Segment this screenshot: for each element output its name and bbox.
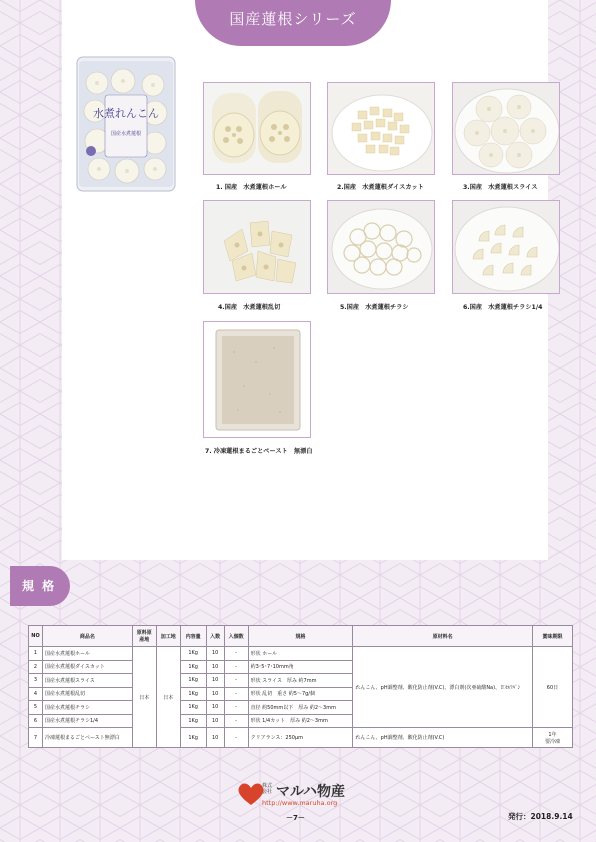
row-pcs: - [224, 701, 248, 715]
row-no: 6 [29, 714, 43, 728]
row-units: 10 [206, 647, 224, 661]
row-units: 10 [206, 714, 224, 728]
header-spec: 規格 [248, 626, 353, 647]
row-name: 国産水煮蓮根チラシ1/4 [42, 714, 132, 728]
caption-4: 4.国産 水煮蓮根乱切 [218, 304, 281, 311]
header-ingredients: 原材料名 [353, 626, 533, 647]
caption-2: 2.国産 水煮蓮根ダイスカット [337, 184, 424, 191]
header-no: NO [29, 626, 43, 647]
photo-dice [327, 82, 435, 175]
photo-rangiri [203, 200, 311, 294]
row-units: 10 [206, 660, 224, 674]
row-units: 10 [206, 701, 224, 715]
row-ingredients: れんこん、pH調整剤、酸化防止剤(V.C)、漂白剤(次亜硫酸Na)、Ｅｾﾙﾗﾊﾞﾝ [353, 647, 533, 728]
row-no: 1 [29, 647, 43, 661]
row-spec: 形状 ホール [248, 647, 353, 661]
photo-chirashi [327, 200, 435, 294]
row-qty: 1Kg [180, 728, 206, 748]
series-title: 国産蓮根シリーズ [229, 10, 357, 28]
photo-chirashi-quarter [452, 200, 560, 294]
spec-section-badge [10, 566, 70, 606]
row-pcs: - [224, 674, 248, 688]
row-units: 10 [206, 687, 224, 701]
row-qty: 1Kg [180, 687, 206, 701]
caption-6: 6.国産 水煮蓮根チラシ1/4 [463, 304, 543, 311]
header-name: 商品名 [42, 626, 132, 647]
row-qty: 1Kg [180, 674, 206, 688]
spec-header-row [29, 626, 573, 647]
package-label-main: 水煮れんこん [93, 107, 159, 120]
row-no: 5 [29, 701, 43, 715]
caption-3: 3.国産 水煮蓮根スライス [463, 184, 538, 191]
row-ingredients: れんこん、pH調整剤、酸化防止剤(V.C) [353, 728, 533, 748]
issue-date: 発行：2018.9.14 [508, 812, 573, 821]
row-spec: クリアランス：250μm [248, 728, 353, 748]
company-name: マルハ物産 [276, 784, 346, 800]
company-type: 株式 会社 [262, 783, 273, 795]
row-no: 3 [29, 674, 43, 688]
caption-7: 7. 冷凍蓮根まるごとペースト 無漂白 [205, 448, 313, 455]
photo-slice [452, 82, 560, 175]
row-pcs: - [224, 647, 248, 661]
header-origin: 原料原産地 [132, 626, 156, 647]
caption-1: 1. 国産 水煮蓮根ホール [216, 184, 287, 191]
row-name: 国産水煮蓮根乱切 [42, 687, 132, 701]
row-name: 国産水煮蓮根スライス [42, 674, 132, 688]
caption-5: 5.国産 水煮蓮根チラシ [340, 304, 409, 311]
row-spec: 形状 1/4カット 厚み 約2～3mm [248, 714, 353, 728]
row-spec: 直径 約50mm以下 厚み 約2～3mm [248, 701, 353, 715]
row-units: 10 [206, 674, 224, 688]
row-name: 国産水煮蓮根チラシ [42, 701, 132, 715]
row-origin: 日本 [132, 647, 156, 748]
header-processing: 加工地 [156, 626, 180, 647]
row-pcs: - [224, 687, 248, 701]
row-pcs: - [224, 714, 248, 728]
row-spec: 形状 乱切 重さ 約5～7g/個 [248, 687, 353, 701]
row-processing: 日本 [156, 647, 180, 748]
row-qty: 1Kg [180, 660, 206, 674]
row-name: 国産水煮蓮根ホール [42, 647, 132, 661]
row-qty: 1Kg [180, 701, 206, 715]
row-pcs: - [224, 728, 248, 748]
spec-section-title: 規 格 [22, 579, 57, 593]
row-name: 冷凍蓮根まるごとペースト無漂白 [42, 728, 132, 748]
table-row [29, 728, 573, 748]
series-title-tab [195, 0, 391, 46]
header-pcs: 入個数 [224, 626, 248, 647]
row-spec: 約3･5･7･10mm角 [248, 660, 353, 674]
package-image [75, 55, 177, 193]
header-units: 入数 [206, 626, 224, 647]
photo-whole [203, 82, 311, 175]
row-pcs: - [224, 660, 248, 674]
spec-table [28, 625, 573, 748]
page-number: －7－ [286, 814, 305, 822]
header-shelf-life: 賞味期限 [532, 626, 572, 647]
row-units: 10 [206, 728, 224, 748]
row-shelf-life: 1年 要冷凍 [532, 728, 572, 748]
row-name: 国産水煮蓮根ダイスカット [42, 660, 132, 674]
row-no: 2 [29, 660, 43, 674]
header-qty: 内容量 [180, 626, 206, 647]
row-qty: 1Kg [180, 647, 206, 661]
photo-paste [203, 321, 311, 438]
row-qty: 1Kg [180, 714, 206, 728]
company-url: http://www.maruha.org [262, 799, 338, 807]
row-shelf-life: 60日 [532, 647, 572, 728]
row-spec: 形状 スライス 厚み 約7mm [248, 674, 353, 688]
row-no: 7 [29, 728, 43, 748]
package-label-sub: 国産水煮蓮根 [110, 131, 142, 137]
table-row [29, 647, 573, 661]
row-no: 4 [29, 687, 43, 701]
